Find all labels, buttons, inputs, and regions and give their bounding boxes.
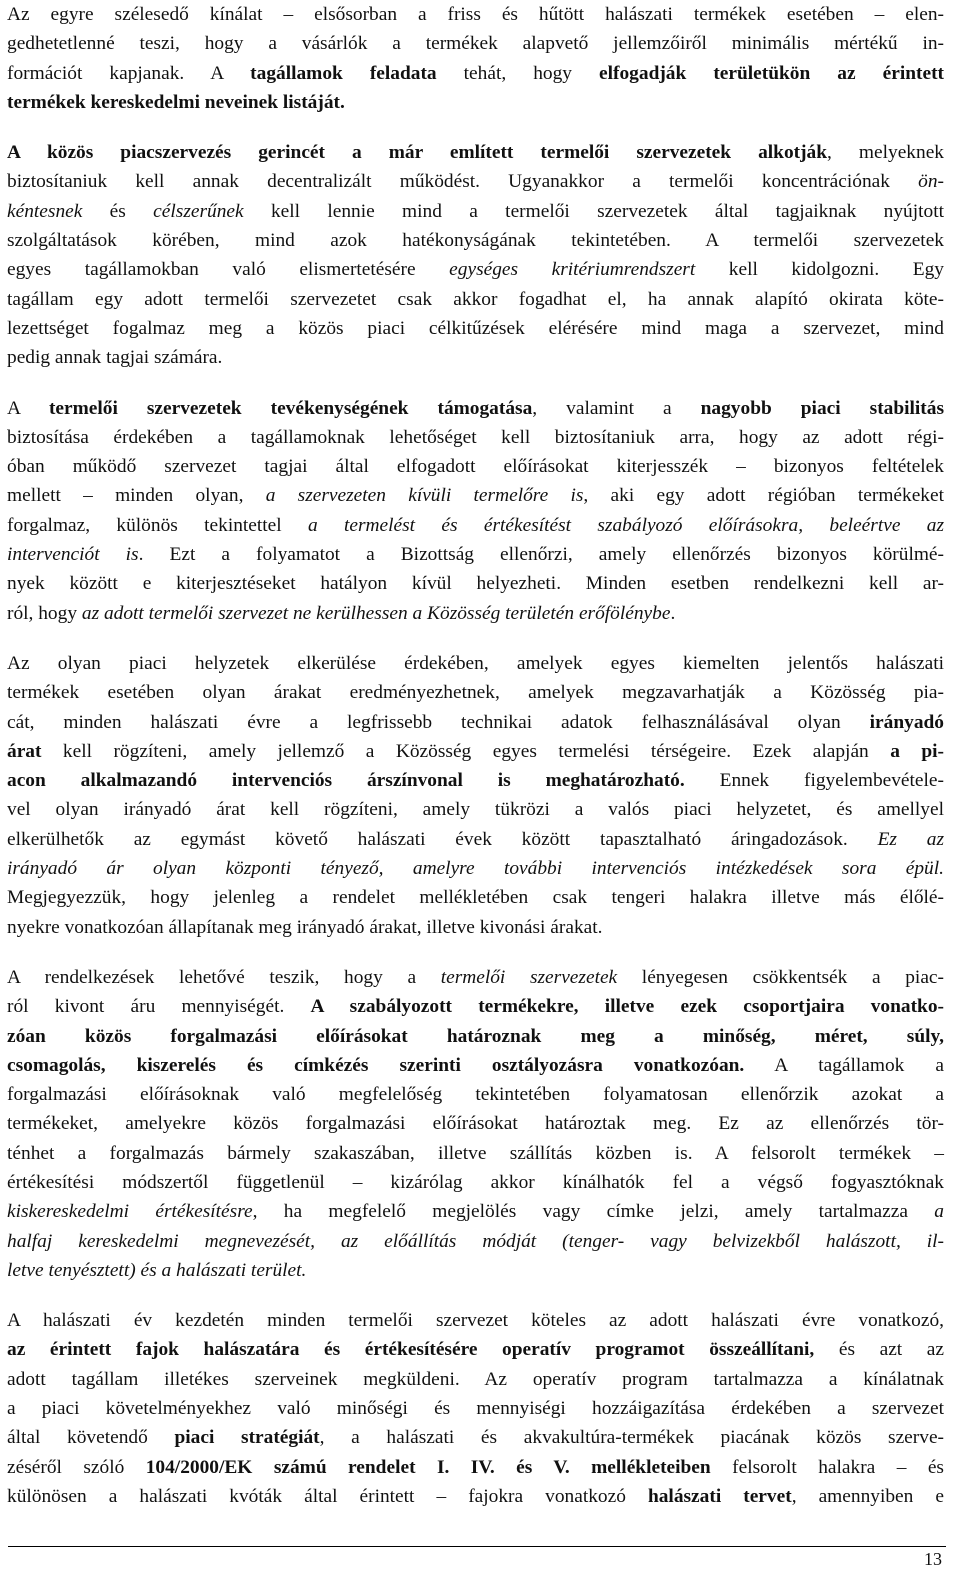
text-line [7, 1482, 944, 1511]
text-line [7, 59, 944, 88]
body-text: nyekre vonatkozóan állapítanak meg irányadó árakat, illetve kivonási árakat. [7, 916, 603, 938]
body-text: ról kivont áru mennyiségét. [7, 996, 311, 1018]
body-text: ténhet a forgalmazás bármely szakaszában, illetve szállítás közben is. A felsorolt termékek – [7, 1142, 944, 1164]
text-line [7, 167, 944, 196]
body-text: . Ezt a folyamatot a Bizottság ellenőrzi, amely ellenőrzés bizonyos körülmé- [138, 544, 944, 566]
text-line [7, 226, 944, 255]
italic-text: a szervezeten kívüli termelőre is [265, 485, 584, 507]
body-text: Megjegyezzük, hogy jelenleg a rendelet mellékletében csak tengeri halakra illetve más élőlé- [7, 887, 944, 909]
body-text: és azt az [814, 1339, 944, 1361]
paragraph-spacer [7, 942, 944, 963]
text-line [7, 883, 944, 912]
italic-text: halfaj kereskedelmi megnevezését, az előállítás módját (tenger- vagy belvizekből halászott, il- [7, 1230, 944, 1252]
text-line [7, 0, 944, 29]
text-line [7, 1139, 944, 1168]
text-line [7, 481, 944, 510]
bold-text: zóan közös forgalmazási előírásokat határoznak meg a minőség, méret, súly, [7, 1025, 944, 1047]
bold-text: piaci stratégiát [174, 1427, 320, 1449]
body-text: . [670, 602, 676, 624]
text-line [7, 737, 944, 766]
text-line [7, 854, 944, 883]
body-text: lezettséget fogalmaz meg a közös piaci célkitűzések elérésére mind maga a szervezet, mind [7, 317, 944, 339]
footer-divider [8, 1546, 946, 1547]
text-line [7, 1022, 944, 1051]
italic-text: kéntesnek [7, 200, 83, 222]
body-text: tagállam egy adott termelői szervezetet csak akkor fogadhat el, ha annak alapító okirata köte- [7, 288, 944, 310]
text-line [7, 394, 944, 423]
text-line [7, 1365, 944, 1394]
body-text: kell kidolgozni. Egy [695, 259, 944, 281]
bold-text: acon alkalmazandó intervenciós árszínvonal is meghatározható. [7, 770, 685, 792]
text-line [7, 1423, 944, 1452]
italic-text: célszerűnek [153, 200, 244, 222]
text-line [7, 766, 944, 795]
text-line [7, 678, 944, 707]
body-text: különösen a halászati kvóták által érintett – fajokra vonatkozó [7, 1485, 648, 1507]
body-text: és [82, 200, 154, 222]
body-text: szolgáltatások körében, mind azok hatékonyságának tekintetében. A termelői szervezetek [7, 230, 944, 252]
body-text: gedhetetlenné teszi, hogy a vásárlók a termékek alapvető jellemzőiről minimális mértékű in- [7, 33, 944, 55]
body-text: elkerülhetők az egymást követő halászati évek között tapasztalható áringadozások. [7, 828, 878, 850]
body-text: termékek esetében olyan árakat eredményezhetnek, amelyek megzavarhatják a Közösség pia- [7, 682, 944, 704]
body-text: értékesítési módszertől függetlenül – kizárólag akkor kínálhatók fel a végső fogyasztóknak [7, 1171, 944, 1193]
text-line [7, 285, 944, 314]
text-line [7, 452, 944, 481]
body-text: vel olyan irányadó árat kell rögzíteni, amely tükrözi a valós piaci helyzetet, és amellyel [7, 799, 944, 821]
text-line [7, 88, 944, 117]
body-text: forgalmazási előírásoknak való megfelelőség tekintetében folyamatosan ellenőrzik azokat a [7, 1084, 944, 1106]
body-text: forgalmaz, különös tekintettel [7, 514, 308, 536]
text-line [7, 913, 944, 942]
body-text: A [7, 397, 49, 419]
text-line [7, 1109, 944, 1138]
bold-text: irányadó [869, 711, 944, 733]
bold-text: halászati tervet [647, 1485, 792, 1507]
body-text: a piaci követelményekhez való minőségi és mennyiségi hozzáigazítása érdekében a szervezet [7, 1398, 944, 1420]
text-line [7, 1197, 944, 1226]
bold-text: A szabályozott termékekre, illetve ezek csoportjaira vonatko- [310, 996, 944, 1018]
paragraph-spacer [7, 628, 944, 649]
text-line [7, 1306, 944, 1335]
text-line [7, 1256, 944, 1285]
bold-text: a pi- [890, 740, 945, 762]
body-text: , valamint a [532, 397, 701, 419]
text-line [7, 1227, 944, 1256]
body-text: kell rögzíteni, amely jellemző a Közösség egyes termelési térségeire. Ezek alapján [41, 740, 891, 762]
body-text: cát, minden halászati évre a legfrissebb technikai adatok felhasználásával olyan [7, 711, 870, 733]
text-line [7, 599, 944, 628]
body-text: , amennyiben e [791, 1485, 944, 1507]
body-text: óban működő szervezet tagjai által elfogadott előírásokat kiterjesszék – bizonyos feltételek [7, 456, 944, 478]
text-line [7, 992, 944, 1021]
paragraph-spacer [7, 117, 944, 138]
body-text: mellett – minden olyan, [7, 485, 266, 507]
body-text: lényegesen csökkentsék a piac- [617, 966, 944, 988]
italic-text: termelői szervezetek [440, 966, 618, 988]
text-line [7, 197, 944, 226]
text-line [7, 795, 944, 824]
text-line [7, 29, 944, 58]
body-text: , ha megfelelő megjelölés vagy címke jelzi, amely tartalmazza [252, 1201, 935, 1223]
paragraph [7, 963, 944, 1285]
italic-text: Ez az [877, 828, 944, 850]
text-line [7, 540, 944, 569]
body-text: biztosítaniuk kell annak decentralizált működést. Ugyanakkor a termelői koncentrációnak [7, 171, 919, 193]
text-line [7, 1080, 944, 1109]
italic-text: intervenciót is [7, 544, 139, 566]
italic-text: a [934, 1201, 944, 1223]
bold-text: nagyobb piaci stabilitás [700, 397, 944, 419]
text-line [7, 423, 944, 452]
bold-text: A közös piacszervezés gerincét a már említett termelői szervezetek alkotják [7, 142, 828, 164]
italic-text: kiskereskedelmi értékesítésre [7, 1201, 253, 1223]
italic-text: ön- [918, 171, 944, 193]
body-text: A rendelkezések lehetővé teszik, hogy a [7, 966, 441, 988]
text-line [7, 649, 944, 678]
body-text: biztosítása érdekében a tagállamoknak lehetőséget kell biztosítaniuk arra, hogy az adott régi- [7, 426, 944, 448]
paragraph [7, 0, 944, 117]
body-text: tehát, hogy [436, 62, 600, 84]
italic-text: a termelést és értékesítést szabályozó előírásokra, beleértve az [307, 514, 944, 536]
text-line [7, 708, 944, 737]
body-text: nyek között e kiterjesztéseket hatályon kívül helyezheti. Minden esetben rendelkezni kell ar- [7, 573, 944, 595]
text-line [7, 963, 944, 992]
body-text: termékeket, amelyekre közös forgalmazási előírásokat határoztak meg. Ez az ellenőrzés tör- [7, 1113, 944, 1135]
bold-text: termékek kereskedelmi neveinek listáját. [7, 91, 345, 113]
text-line [7, 569, 944, 598]
body-text: Ennek figyelembevétele- [684, 770, 944, 792]
body-text: kell lennie mind a termelői szervezetek által tagjaiknak nyújtott [243, 200, 944, 222]
body-text: által követendő [7, 1427, 175, 1449]
paragraph [7, 1306, 944, 1511]
body-text: , a halászati és akvakultúra-termékek piacának közös szerve- [319, 1427, 945, 1449]
paragraph [7, 138, 944, 372]
italic-text: az adott termelői szervezet ne kerülhessen a Közösség területén erőfölénybe [81, 602, 671, 624]
text-line [7, 1453, 944, 1482]
bold-text: csomagolás, kiszerelés és címkézés szerinti osztályozásra vonatkozóan. [7, 1054, 745, 1076]
body-text: adott tagállam illetékes szerveinek megküldeni. Az operatív program tartalmazza a kínálatnak [7, 1368, 944, 1390]
text-line [7, 825, 944, 854]
paragraph-spacer [7, 373, 944, 394]
bold-text: termelői szervezetek tevékenységének támogatása [48, 397, 533, 419]
italic-text: egységes kritériumrendszert [449, 259, 696, 281]
body-text: Az olyan piaci helyzetek elkerülése érdekében, amelyek egyes kiemelten jelentős halászati [7, 652, 944, 674]
paragraph-spacer [7, 1285, 944, 1306]
paragraph [7, 394, 944, 628]
body-text: A tagállamok a [744, 1054, 944, 1076]
body-text: felsorolt halakra – és [710, 1456, 944, 1478]
bold-text: tagállamok feladata [250, 62, 437, 84]
body-text: formációt kapjanak. A [7, 62, 251, 84]
paragraph [7, 649, 944, 942]
bold-text: 104/2000/EK számú rendelet I. IV. és V. mellékleteiben [145, 1456, 711, 1478]
text-line [7, 343, 944, 372]
italic-text: letve tenyésztett) és a halászati terület. [7, 1259, 307, 1281]
body-text: ról, hogy [7, 602, 82, 624]
text-line [7, 1168, 944, 1197]
text-line [7, 1335, 944, 1364]
italic-text: irányadó ár olyan központi tényező, amelyre további intervenciós intézkedések sora épül. [7, 858, 944, 880]
page-number: 13 [924, 1549, 942, 1569]
text-line [7, 1394, 944, 1423]
body-text: , aki egy adott régióban termékeket [583, 485, 944, 507]
body-text: A halászati év kezdetén minden termelői szervezet köteles az adott halászati évre vonatkozó, [7, 1310, 944, 1332]
body-text: pedig annak tagjai számára. [7, 347, 223, 369]
bold-text: elfogadják területükön az érintett [599, 62, 944, 84]
body-text: Az egyre szélesedő kínálat – elsősorban a friss és hűtött halászati termékek esetében – elen- [7, 4, 944, 25]
text-line [7, 511, 944, 540]
body-text: , melyeknek [827, 142, 944, 164]
body-text: zéséről szóló [7, 1456, 146, 1478]
bold-text: árat [7, 740, 42, 762]
text-line [7, 138, 944, 167]
text-line [7, 255, 944, 284]
document-page [7, 0, 944, 1511]
text-line [7, 314, 944, 343]
text-line [7, 1051, 944, 1080]
body-text: egyes tagállamokban való elismertetésére [7, 259, 450, 281]
bold-text: az érintett fajok halászatára és értékesítésére operatív programot összeállítani, [7, 1339, 815, 1361]
